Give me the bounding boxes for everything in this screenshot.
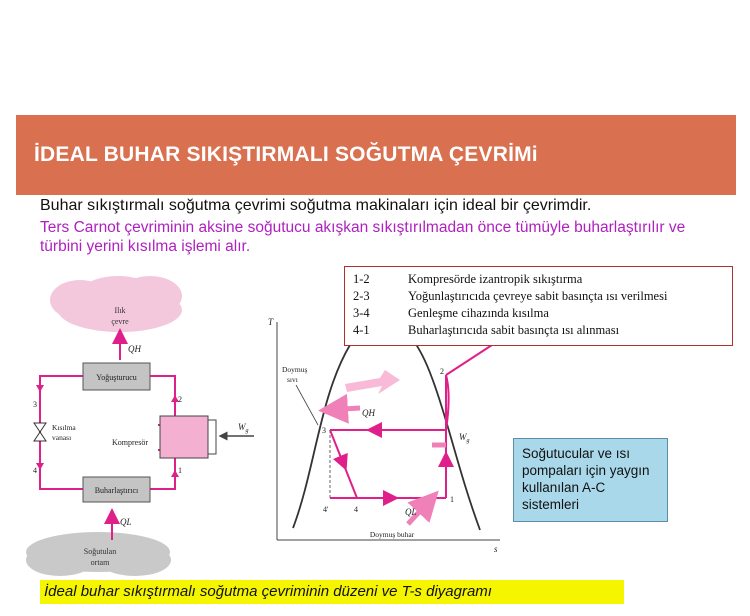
node-3: 3 <box>33 400 37 409</box>
point-1: 1 <box>450 495 454 504</box>
process-legend: 1-2 Kompresörde izantropik sıkıştırma 2-3 Yoğunlaştırıcıda çevreye sabit basınçta ısı verilmesi 3-4 Genleşme cihazında kısılma 4-1 Buharlaştırıcıda sabit basınçta ısı alınması <box>344 266 733 346</box>
compressor-label: Kompresör <box>112 438 148 447</box>
caption: İdeal buhar sıkıştırmalı soğutma çevriminin düzeni ve T-s diyagramı <box>40 580 624 604</box>
node-4: 4 <box>33 466 37 475</box>
w-ts-label: $W_g$ <box>459 432 470 444</box>
point-4: 4 <box>354 505 358 514</box>
cold-env-label-2: ortam <box>90 558 110 567</box>
flow-arrow-4 <box>36 463 44 470</box>
point-3: 3 <box>322 426 326 435</box>
qh-label: QH <box>128 344 141 354</box>
flow-arrow-3 <box>36 385 44 392</box>
node-2: 2 <box>178 395 182 404</box>
cold-env-label-1: Soğutulan <box>83 547 117 556</box>
sat-liquid-label-1: Doymuş <box>282 365 308 374</box>
ql-ts-label: QL <box>405 507 417 517</box>
valve-icon <box>34 423 46 432</box>
node-1: 1 <box>178 466 182 475</box>
valve-label-2: vanası <box>52 433 72 442</box>
compressor-flange <box>208 420 216 454</box>
info-box: Soğutucular ve ısı pompaları için yaygın kullanılan A-C sistemleri <box>513 438 668 522</box>
qh-ts-arrow <box>328 408 360 410</box>
page-title: İDEAL BUHAR SIKIŞTIRMALI SOĞUTMA ÇEVRİMi <box>34 143 538 166</box>
sat-vapor-label: Doymuş buhar <box>369 530 415 539</box>
s-axis-label: s <box>494 544 498 554</box>
compressor-body <box>160 416 208 458</box>
intro-text: Buhar sıkıştırmalı soğutma çevrimi soğutma makinaları için ideal bir çevrimdir. <box>40 197 592 214</box>
evaporator-label: Buharlaştırıcı <box>94 486 139 495</box>
t-axis-label: T <box>268 317 274 327</box>
sat-liquid-pointer <box>296 385 318 425</box>
ts-diagram <box>268 317 500 554</box>
valve-label-1: Kısılma <box>52 423 76 432</box>
sat-liquid-label-2: sıvı <box>287 375 298 384</box>
condenser-label: Yoğuşturucu <box>96 373 137 382</box>
high-pressure-line <box>446 345 492 375</box>
qh-ts-label: QH <box>362 408 375 418</box>
heat-reject-fill-arrow <box>345 370 400 394</box>
point-2: 2 <box>440 367 444 376</box>
highlight-text: Ters Carnot çevriminin aksine soğutucu akışkan sıkıştırılmadan önce tümüyle buharlaştırılır ve türbini yerini kısılma işlemi alır. <box>40 219 686 255</box>
warm-env-label-1: Ilık <box>114 306 126 315</box>
warm-env-label-2: çevre <box>111 317 129 326</box>
work-label: $W_g$ <box>238 422 249 434</box>
system-schematic <box>26 276 254 576</box>
point-4-prime: 4' <box>323 505 329 514</box>
ql-label: QL <box>120 517 132 527</box>
